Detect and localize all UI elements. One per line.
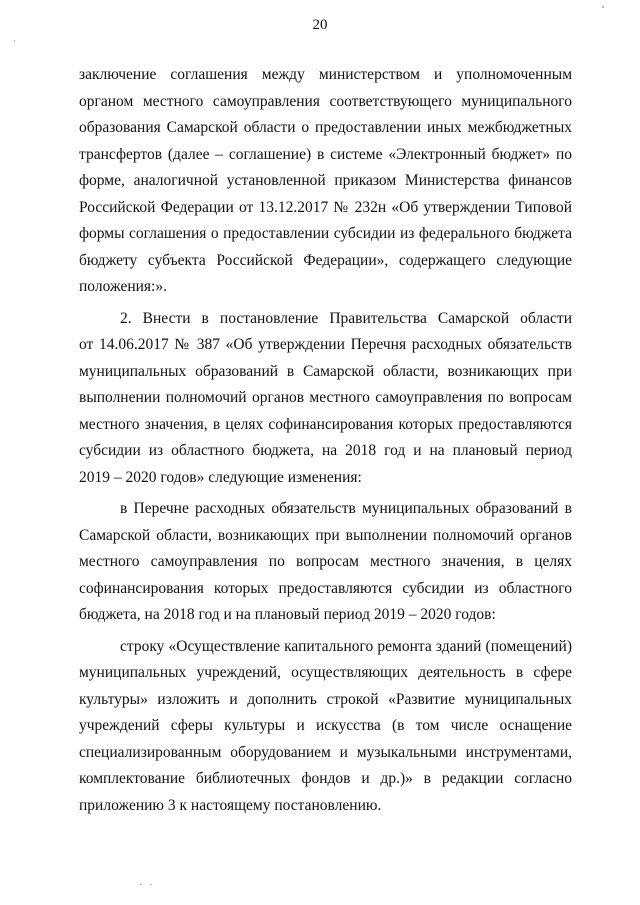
text-line: форме, аналогичной установленной приказом Министерства финансов [79,172,572,189]
text-line: Самарской области, возникающих при выполнении полномочий органов [79,526,572,544]
paragraph [79,306,572,492]
text-line: бюджету субъекта Российской Федерации», содержащего следующие [79,251,572,269]
scan-speck [602,6,604,8]
text-line: формы соглашения о предоставлении субсидии из федерального бюджета [79,225,572,242]
text-line: софинансирования которых предоставляются субсидии из областного [79,579,572,597]
text-line: учреждений сферы культуры и искусства (в том числе оснащение [79,717,572,734]
text-line: органом местного самоуправления соответствующего муниципального [79,92,572,110]
document-body [79,62,572,819]
text-line: муниципальных учреждений, осуществляющих деятельность в сфере [79,664,572,681]
text-line: специализированным оборудованием и музыкальными инструментами, [79,743,572,761]
text-line: культуры» изложить и дополнить строкой «Развитие муниципальных [79,690,572,708]
text-line: положения:». [79,278,167,295]
text-line: муниципальных образований в Самарской области, возникающих при [79,362,572,380]
text-line: трансфертов (далее – соглашение) в системе «Электронный бюджет» по [79,145,572,163]
paragraph [79,634,572,820]
text-line: местного самоуправления по вопросам местного значения, в целях [79,553,572,570]
text-line: комплектование библиотечных фондов и др.)» в редакции согласно [79,770,572,787]
text-line: образования Самарской области о предоставлении иных межбюджетных [79,119,572,136]
scan-speck [140,884,142,885]
text-line: в Перечне расходных обязательств муниципальных образований в [120,500,572,517]
text-line: от 14.06.2017 № 387 «Об утверждении Перечня расходных обязательств [79,336,572,353]
paragraph [79,62,572,301]
text-line: бюджета, на 2018 год и на плановый период 2019 – 2020 годов: [79,606,496,623]
text-line: Российской Федерации от 13.12.2017 № 232н «Об утверждении Типовой [79,198,572,216]
text-line: заключение соглашения между министерством и уполномоченным [79,66,572,83]
text-line: субсидии из областного бюджета, на 2018 год и на плановый период [79,442,572,459]
paragraph [79,496,572,629]
text-line: выполнении полномочий органов местного самоуправления по вопросам [79,389,572,406]
text-line: приложению 3 к настоящему постановлению. [79,796,382,814]
scan-speck [14,40,15,42]
scan-speck [150,884,152,885]
text-line: 2. Внести в постановление Правительства Самарской области [120,309,572,327]
page-number: 20 [312,17,328,33]
text-line: 2019 – 2020 годов» следующие изменения: [79,468,362,486]
text-line: строку «Осуществление капитального ремонта зданий (помещений) [120,637,572,655]
text-line: местного значения, в целях софинансирования которых предоставляются [79,415,572,433]
